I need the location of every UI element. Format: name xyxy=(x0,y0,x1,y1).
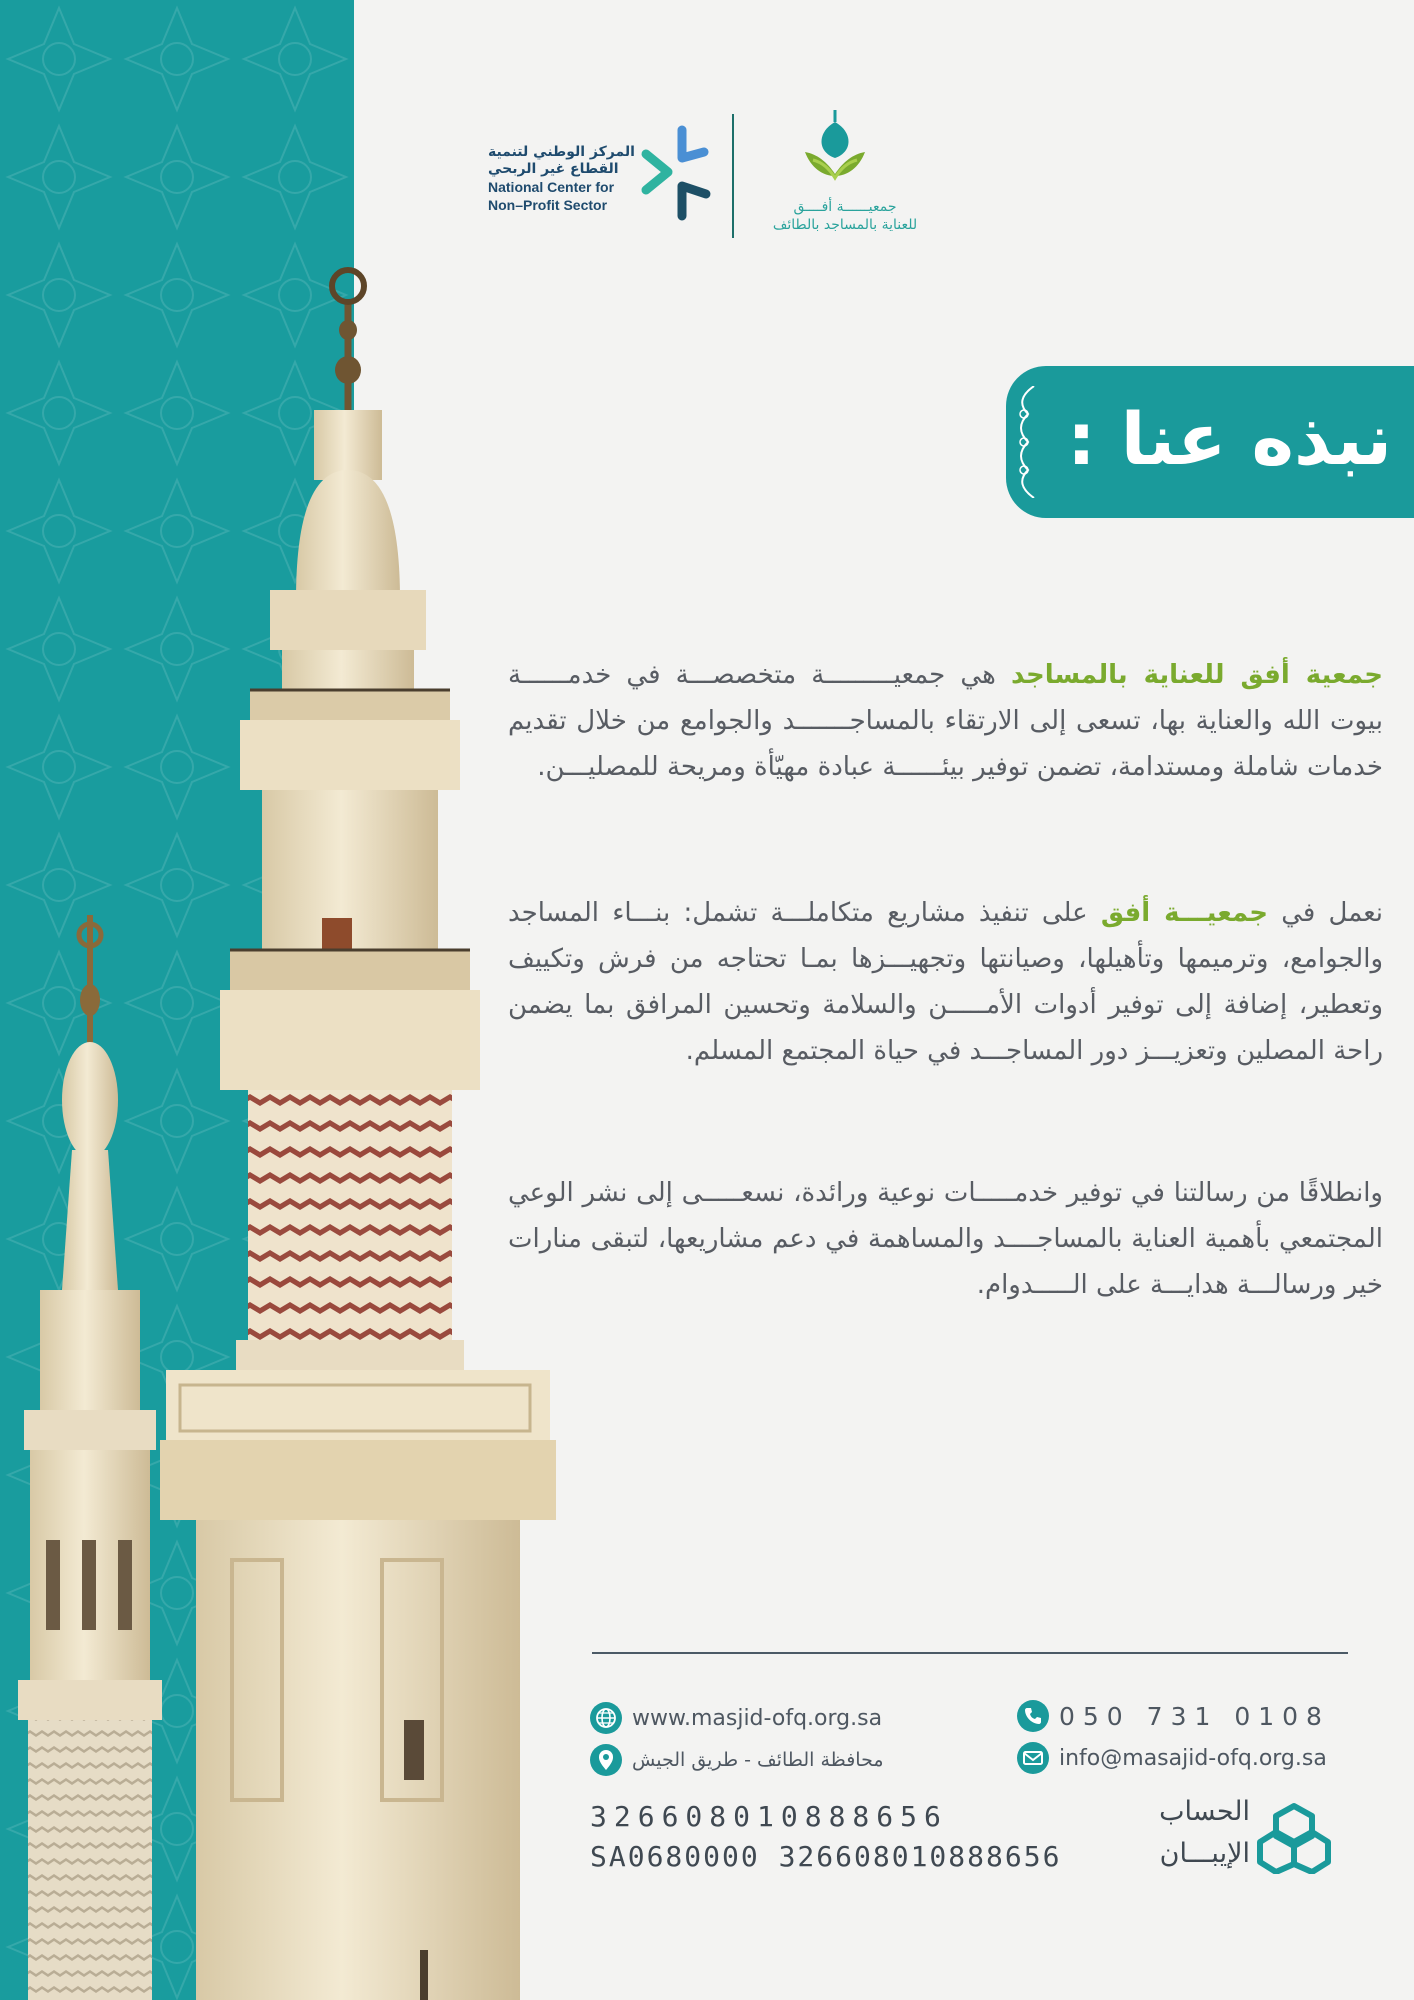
location-text: محافظة الطائف - طريق الجيش xyxy=(632,1749,884,1771)
ofq-line1: جمعيــــــة أفــــق xyxy=(793,199,897,215)
paragraph-2-text: على تنفيذ مشاريع متكاملـــة تشمل: بنـــاء المساجد والجوامع، وترميمها وتأهيلها، وصيانتها وتجهيـــزها بمـا تحتاجه من فرش وتكييف وتعطير، إضافة إلى توفير أدوات الأمـــــن والسلامة وتحسين المرافق بما يضمن راحة المصلين وتعزيـــز دور المساجـــد في حياة المجتمع المسلم. xyxy=(508,898,1383,1066)
website-contact[interactable] xyxy=(590,1700,882,1736)
about-paragraph-3 xyxy=(508,1170,1383,1308)
ornament-border-icon xyxy=(1010,386,1040,498)
ofq-mosque-logo-icon xyxy=(795,108,875,188)
phone-contact[interactable] xyxy=(1017,1698,1330,1734)
paragraph-2-lead: نعمل في xyxy=(1268,898,1383,928)
location-contact xyxy=(590,1742,884,1778)
ncnp-logo-text xyxy=(488,144,638,214)
header-logos xyxy=(470,108,940,243)
ncnp-ar-line1: المركز الوطني لتنمية xyxy=(488,144,635,160)
main-minaret xyxy=(160,270,556,2000)
phone-text[interactable]: 050 731 0108 xyxy=(1059,1701,1330,1731)
paragraph-1-highlight: جمعية أفق للعناية بالمساجد xyxy=(1010,660,1383,690)
ncnp-ar-line2: القطاع غير الربحي xyxy=(488,161,619,177)
minarets-illustration xyxy=(0,0,560,2000)
email-contact[interactable] xyxy=(1017,1740,1327,1776)
about-paragraph-2 xyxy=(508,890,1383,1074)
about-paragraph-1 xyxy=(508,652,1383,790)
email-text[interactable]: info@masajid-ofq.org.sa xyxy=(1059,1745,1327,1771)
ofq-logo-text xyxy=(760,198,930,234)
phone-icon xyxy=(1017,1700,1049,1732)
title-tab xyxy=(1006,366,1414,518)
paragraph-2-highlight: جمعيـــة أفق xyxy=(1100,898,1269,928)
paragraph-3-text: وانطلاقًا من رسالتنا في توفير خدمـــــات نوعية ورائدة، نسعـــــى إلى نشر الوعي المجتمعي بأهمية العناية بالمساجــــد والمساهمة في دعم مشاريعها، لتبقى منارات خير ورسالـــة هدايـــة على الـــــدوام. xyxy=(508,1178,1383,1300)
bank-account-number: 326608010888656 xyxy=(590,1800,948,1833)
mail-icon xyxy=(1017,1742,1049,1774)
paragraph-1-text: هي جمعيـــــــــة متخصصـــة في خدمــــــة بيوت الله والعناية بها، تسعى إلى الارتقاء بالمساجـــــــد والجوامع من خلال تقديم خدمات شاملة ومستدامة، تضمن توفير بيئــــــة عبادة مهيّأة ومريحة للمصليـــن. xyxy=(508,660,1383,782)
location-pin-icon xyxy=(590,1744,622,1776)
globe-icon xyxy=(590,1702,622,1734)
bank-account-label: الحساب xyxy=(1159,1796,1250,1827)
ncnp-logo-icon xyxy=(638,124,718,224)
bank-iban-label: الإيبـــان xyxy=(1159,1838,1250,1869)
bank-iban-number: SA0680000 326608010888656 xyxy=(590,1840,1062,1873)
small-minaret xyxy=(18,915,162,2000)
page-title: نبذه عنا : xyxy=(1066,397,1392,481)
ofq-line2: للعناية بالمساجد بالطائف xyxy=(772,217,918,233)
footer-divider xyxy=(592,1652,1348,1654)
bank-logo-icon xyxy=(1256,1802,1332,1874)
logo-divider xyxy=(732,114,734,238)
ncnp-en-line1: National Center for xyxy=(488,179,615,195)
ncnp-en-line2: Non–Profit Sector xyxy=(488,197,608,213)
website-text[interactable]: www.masjid-ofq.org.sa xyxy=(632,1705,883,1731)
